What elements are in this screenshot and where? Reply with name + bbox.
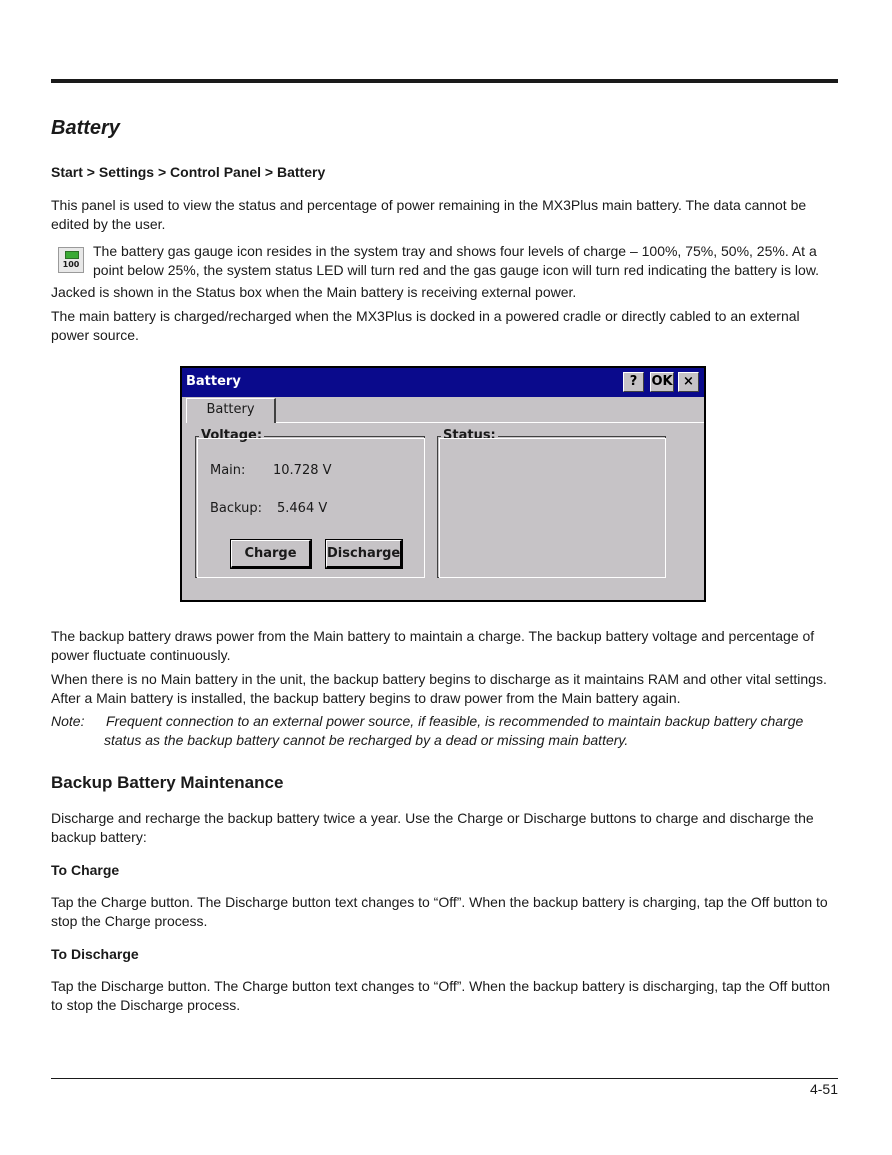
no-main-paragraph: When there is no Main battery in the unit, the backup battery begins to discharge as it maintains RAM and other vital settings. After a Main battery is installed, the backup battery begins to draw power from the Main battery again. (51, 671, 827, 706)
to-charge-heading: To Charge (51, 862, 120, 878)
voltage-label: Voltage: (201, 428, 263, 443)
backup-voltage-value: 5.464 V (277, 501, 328, 516)
bottom-rule (51, 1078, 838, 1079)
dialog-titlebar (182, 368, 704, 397)
status-group (437, 428, 666, 578)
voltage-group (195, 428, 425, 578)
to-discharge-heading: To Discharge (51, 946, 139, 962)
top-rule (51, 79, 838, 83)
backup-label: Backup: (210, 501, 263, 516)
main-voltage-value: 10.728 V (273, 463, 332, 478)
section-title: Battery (51, 117, 120, 139)
note-label: Note: (51, 713, 85, 729)
jacked-paragraph: Jacked is shown in the Status box when the Main battery is receiving external power. (51, 284, 577, 300)
maintenance-heading: Backup Battery Maintenance (51, 773, 284, 792)
main-label: Main: (210, 463, 246, 478)
tab-panel-border (276, 422, 704, 423)
backup-draws-paragraph: The backup battery draws power from the Main battery to maintain a charge. The backup battery voltage and percentage of power fluctuate continuously. (51, 628, 815, 663)
dialog-title: Battery (186, 374, 241, 389)
note-text: Frequent connection to an external power source, if feasible, is recommended to maintain backup battery charge status as the backup battery cannot be recharged by a dead or missing main battery. (104, 713, 804, 748)
breadcrumb: Start > Settings > Control Panel > Battery (51, 164, 326, 180)
page-number: 4-51 (809, 1081, 838, 1097)
to-discharge-paragraph: Tap the Discharge button. The Charge button text changes to “Off”. When the backup battery is discharging, tap the Off button to stop the Discharge process. (51, 978, 831, 1013)
to-charge-paragraph: Tap the Charge button. The Discharge button text changes to “Off”. When the backup battery is charging, tap the Off button to stop the Charge process. (51, 894, 828, 929)
intro-paragraph: This panel is used to view the status and percentage of power remaining in the MX3Plus main battery. The data cannot be edited by the user. (51, 197, 807, 232)
battery-dialog (180, 366, 706, 602)
close-button[interactable]: × (678, 372, 699, 392)
charge-button[interactable]: Charge (231, 540, 311, 568)
battery-icon-label: 100 (62, 260, 80, 269)
discharge-button[interactable]: Discharge (326, 540, 402, 568)
help-button[interactable]: ? (623, 372, 644, 392)
ok-button[interactable]: OK (650, 372, 674, 392)
maintenance-paragraph: Discharge and recharge the backup battery twice a year. Use the Charge or Discharge buttons to charge and discharge the backup battery: (51, 810, 814, 845)
tab-battery[interactable]: Battery (186, 398, 276, 423)
charged-paragraph: The main battery is charged/recharged when the MX3Plus is docked in a powered cradle or directly cabled to an external power source. (51, 308, 800, 343)
status-label: Status: (443, 428, 496, 443)
battery-icon (65, 251, 79, 259)
battery-gauge-icon (58, 247, 84, 273)
gauge-icon-paragraph: The battery gas gauge icon resides in the system tray and shows four levels of charge – 100%, 75%, 50%, 25%. At a point below 25%, the system status LED will turn red and the gas gauge icon will turn red indicating the battery is low. (93, 243, 820, 278)
